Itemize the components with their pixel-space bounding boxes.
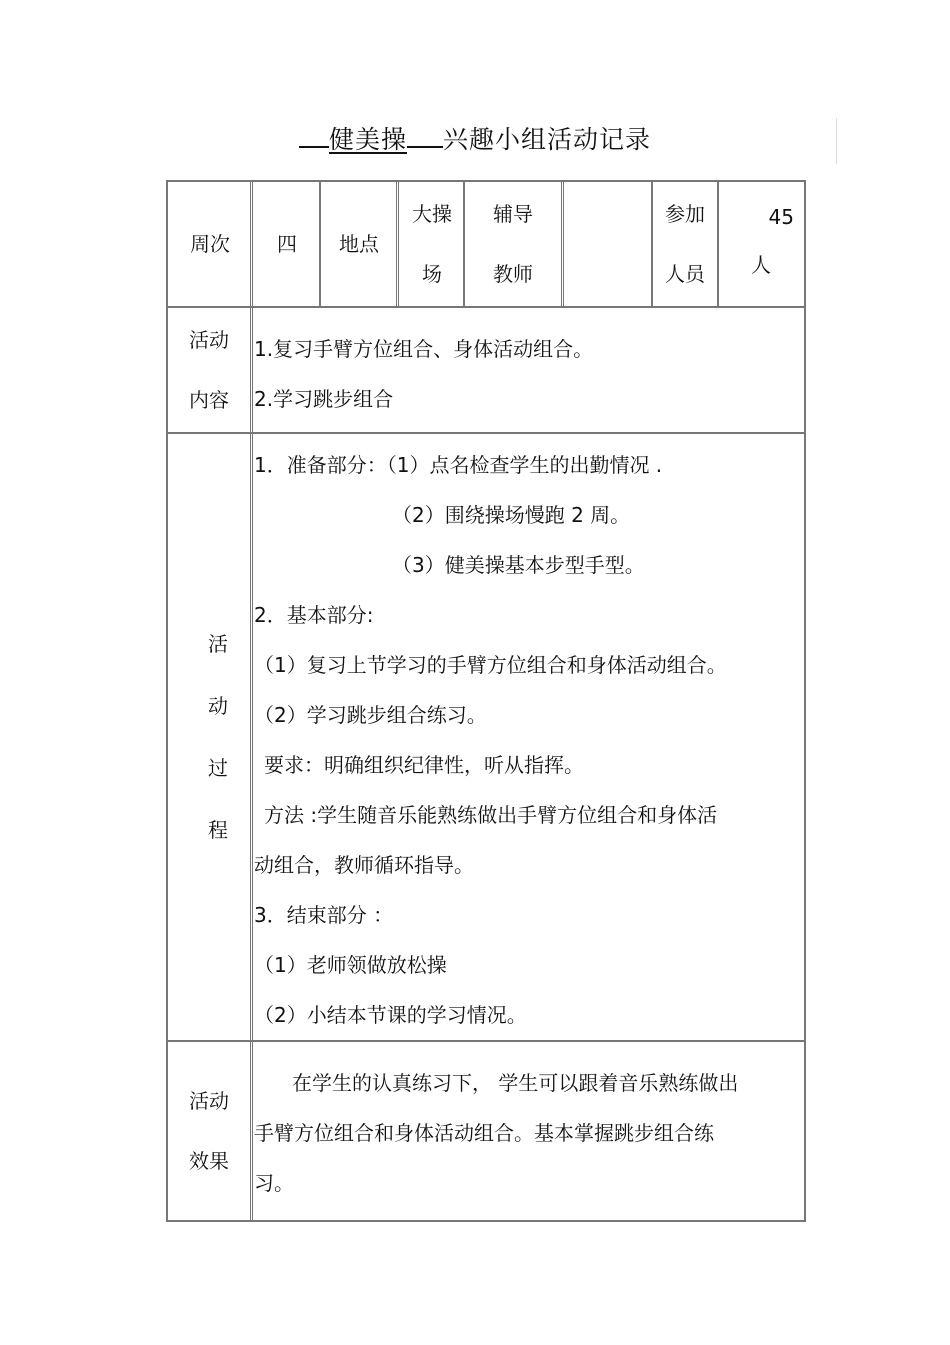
process-line: （1）老师领做放松操 (254, 953, 447, 977)
teacher-label-line: 教师 (493, 262, 533, 286)
participants-label-line: 参加 (665, 202, 705, 226)
activity-record-table (166, 180, 806, 1222)
process-line: （2）小结本节课的学习情况。 (254, 1003, 527, 1027)
effect-row (168, 1042, 804, 1220)
process-label-char: 动 (208, 694, 228, 718)
process-label-char: 过 (208, 756, 228, 780)
process-label (168, 434, 268, 1040)
title-underline-right (407, 145, 443, 148)
process-line: （1）复习上节学习的手臂方位组合和身体活动组合。 (254, 653, 727, 677)
content-body (254, 308, 804, 432)
week-label: 周次 (190, 232, 230, 256)
process-body (254, 434, 804, 1040)
participants-label (653, 182, 717, 306)
effect-line: 手臂方位组合和身体活动组合。基本掌握跳步组合练 (254, 1121, 714, 1145)
title-suffix: 兴趣小组活动记录 (443, 125, 652, 154)
participants-count: 45 (768, 205, 794, 229)
effect-body (254, 1042, 804, 1220)
title-subject: 健美操 (328, 125, 407, 154)
process-line: （2）学习跳步组合练习。 (254, 703, 487, 727)
effect-line: 习。 (254, 1171, 294, 1195)
teacher-value (565, 182, 651, 306)
participants-unit: 人 (751, 253, 771, 277)
divider (561, 182, 564, 306)
divider (250, 182, 253, 306)
teacher-label-line: 辅导 (493, 202, 533, 226)
process-line: 1．准备部分：（1）点名检查学生的出勤情况 . (254, 453, 663, 477)
process-line: （2）围绕操场慢跑 2 周。 (392, 503, 631, 527)
content-line: 1.复习手臂方位组合、身体活动组合。 (254, 337, 594, 361)
location-value-line: 大操 (412, 202, 452, 226)
effect-label (168, 1042, 250, 1220)
process-label-char: 程 (208, 818, 228, 842)
participants-label-line: 人员 (665, 262, 705, 286)
effect-label-line: 活动 (189, 1089, 229, 1113)
location-value (400, 182, 464, 306)
content-label (168, 308, 250, 432)
page-edge-mark (836, 118, 837, 164)
location-label: 地点 (339, 232, 379, 256)
header-row (168, 182, 804, 308)
divider (396, 182, 399, 306)
week-value: 四 (277, 232, 297, 256)
divider (250, 1042, 253, 1220)
content-label-line: 内容 (189, 388, 229, 412)
process-line: 3．结束部分 ： (254, 903, 394, 927)
location-value-line: 场 (422, 262, 442, 286)
effect-label-line: 效果 (189, 1149, 229, 1173)
participants-value (719, 182, 806, 306)
process-row (168, 434, 804, 1042)
title-underline-left (299, 145, 329, 148)
content-row (168, 308, 804, 434)
divider (250, 308, 253, 432)
divider (250, 434, 253, 1040)
teacher-label (465, 182, 561, 306)
process-line: 2．基本部分: (254, 603, 374, 627)
process-label-char: 活 (208, 632, 228, 656)
effect-line: 在学生的认真练习下， 学生可以跟着音乐熟练做出 (292, 1071, 739, 1095)
page-title (0, 120, 950, 156)
content-label-line: 活动 (189, 328, 229, 352)
process-line: （3）健美操基本步型手型。 (392, 553, 645, 577)
process-line: 方法 :学生随音乐能熟练做出手臂方位组合和身体活 (264, 803, 718, 827)
process-line: 动组合，教师循环指导。 (254, 853, 474, 877)
content-line: 2.学习跳步组合 (254, 387, 394, 411)
process-line: 要求：明确组织纪律性，听从指挥。 (264, 753, 584, 777)
